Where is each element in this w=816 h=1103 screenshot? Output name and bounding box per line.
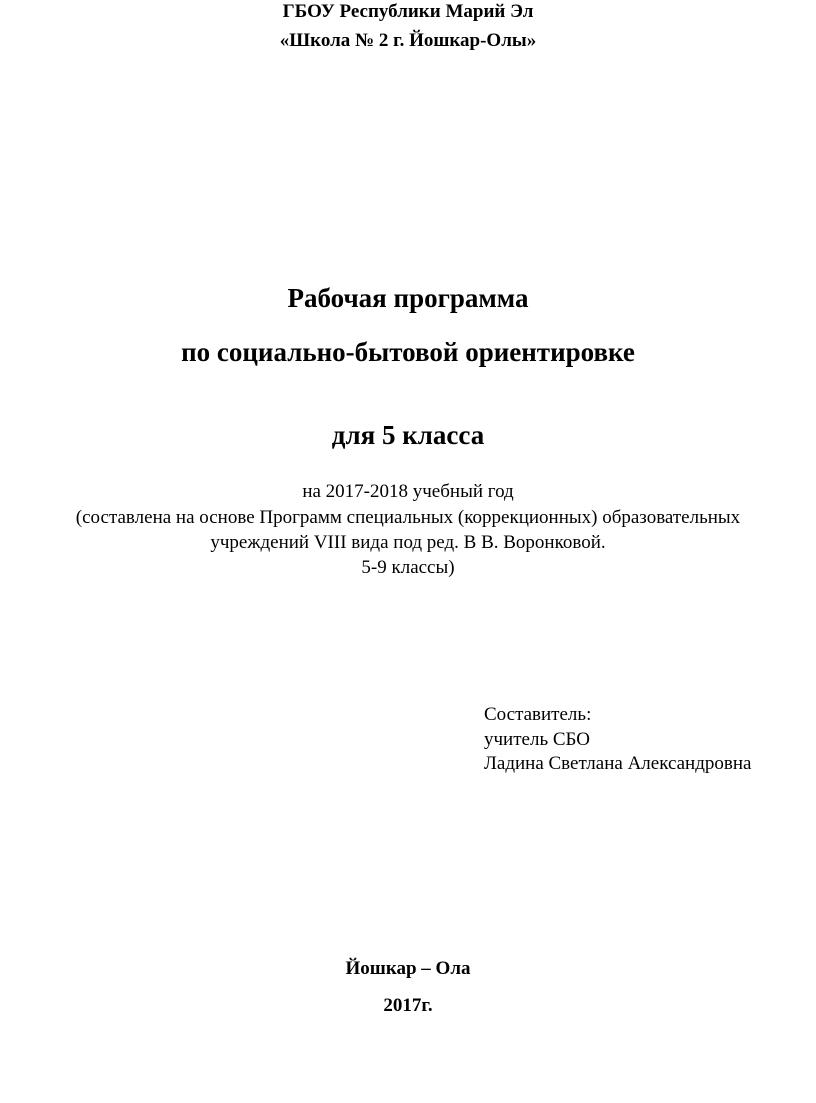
city-name: Йошкар – Ола — [345, 958, 471, 979]
document-year: 2017г. — [383, 995, 433, 1016]
document-grade: для 5 класса — [331, 420, 485, 450]
author-label: Составитель: — [484, 704, 592, 725]
document-title: Рабочая программа — [287, 283, 529, 313]
document-subject: по социально-бытовой ориентировке — [181, 337, 635, 367]
author-name: Ладина Светлана Александровна — [484, 753, 752, 774]
author-position: учитель СБО — [484, 729, 591, 750]
program-basis-line-3: 5-9 классы) — [361, 557, 455, 578]
school-name: «Школа № 2 г. Йошкар-Олы» — [279, 30, 537, 51]
program-basis-line-2: учреждений VIII вида под ред. В В. Воронковой. — [210, 532, 606, 553]
organization-name: ГБОУ Республики Марий Эл — [282, 1, 534, 22]
program-basis-line-1: (составлена на основе Программ специальных (коррекционных) образовательных — [75, 507, 741, 528]
academic-year: на 2017-2018 учебный год — [302, 481, 514, 502]
